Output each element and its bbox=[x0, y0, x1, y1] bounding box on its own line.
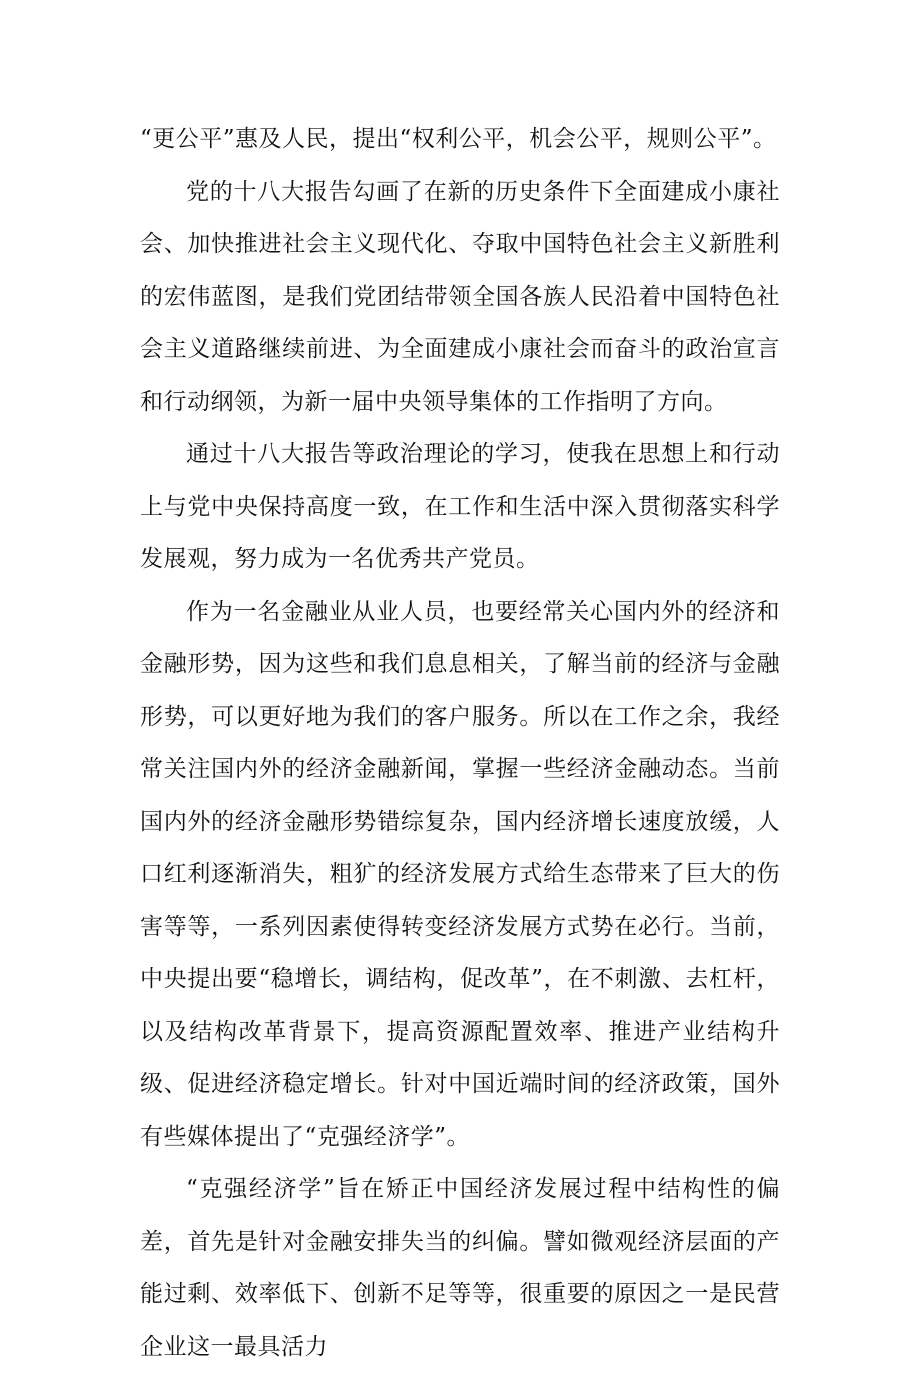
paragraph-5: “克强经济学”旨在矫正中国经济发展过程中结构性的偏差，首先是针对金融安排失当的纠偏。譬如微观经济层面的产能过剩、效率低下、创新不足等等，很重要的原因之一是民营企业这一最具活力 bbox=[140, 1176, 780, 1360]
paragraph-1: “更公平”惠及人民，提出“权利公平，机会公平，规则公平”。 bbox=[140, 126, 777, 152]
document-body bbox=[140, 113, 780, 1373]
paragraph-3: 通过十八大报告等政治理论的学习，使我在思想上和行动上与党中央保持高度一致，在工作和生活中深入贯彻落实科学发展观，努力成为一名优秀共产党员。 bbox=[140, 441, 780, 572]
paragraph-2: 党的十八大报告勾画了在新的历史条件下全面建成小康社会、加快推进社会主义现代化、夺取中国特色社会主义新胜利的宏伟蓝图，是我们党团结带领全国各族人民沿着中国特色社会主义道路继续前进、为全面建成小康社会而奋斗的政治宣言和行动纲领，为新一届中央领导集体的工作指明了方向。 bbox=[140, 178, 780, 415]
paragraph-4: 作为一名金融业从业人员，也要经常关心国内外的经济和金融形势，因为这些和我们息息相关，了解当前的经济与金融形势，可以更好地为我们的客户服务。所以在工作之余，我经常关注国内外的经济金融新闻，掌握一些经济金融动态。当前国内外的经济金融形势错综复杂，国内经济增长速度放缓，人口红利逐渐消失，粗犷的经济发展方式给生态带来了巨大的伤害等等，一系列因素使得转变经济发展方式势在必行。当前，中央提出要“稳增长，调结构，促改革”，在不刺激、去杠杆，以及结构改革背景下，提高资源配置效率、推进产业结构升级、促进经济稳定增长。针对中国近端时间的经济政策，国外有些媒体提出了“克强经济学”。 bbox=[140, 598, 780, 1150]
